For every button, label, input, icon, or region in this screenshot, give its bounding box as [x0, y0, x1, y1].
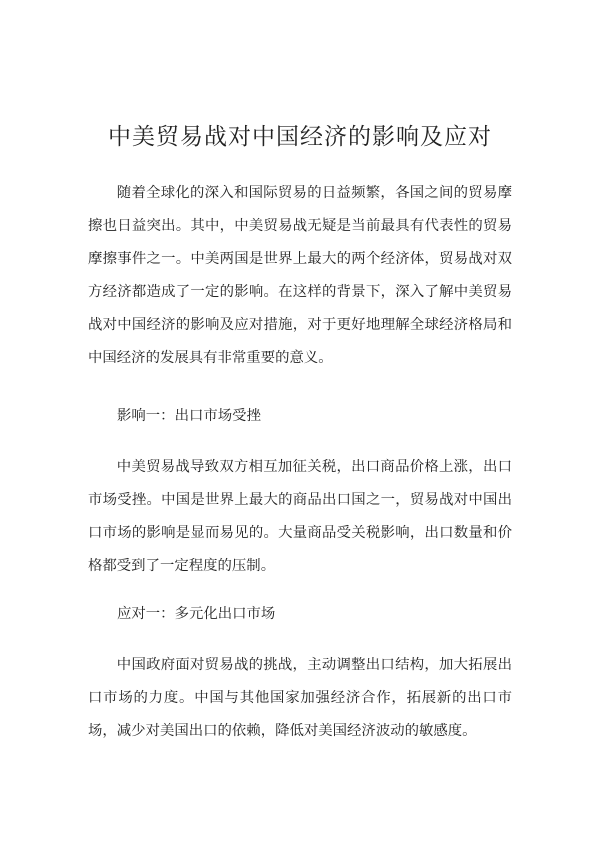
intro-paragraph: 随着全球化的深入和国际贸易的日益频繁，各国之间的贸易摩擦也日益突出。其中，中美贸易战无疑是当前最具有代表性的贸易摩擦事件之一。中美两国是世界上最大的两个经济体，贸易战对双方经济都造成了一定的影响。在这样的背景下，深入了解中美贸易战对中国经济的影响及应对措施，对于更好地理解全球经济格局和中国经济的发展具有非常重要的意义。: [88, 185, 512, 366]
page-title: 中美贸易战对中国经济的影响及应对: [108, 124, 492, 150]
section-body-response-1: 中国政府面对贸易战的挑战，主动调整出口结构，加大拓展出口市场的力度。中国与其他国家加强经济合作，拓展新的出口市场，减少对美国出口的依赖，降低对美国经济波动的敏感度。: [88, 657, 512, 739]
section-heading-response-1: 应对一：多元化出口市场: [117, 606, 276, 622]
section-heading-impact-1: 影响一：出口市场受挫: [117, 408, 261, 424]
section-body-impact-1: 中美贸易战导致双方相互加征关税，出口商品价格上涨，出口市场受挫。中国是世界上最大的商品出口国之一，贸易战对中国出口市场的影响是显而易见的。大量商品受关税影响，出口数量和价格都受到了一定程度的压制。: [88, 459, 512, 574]
